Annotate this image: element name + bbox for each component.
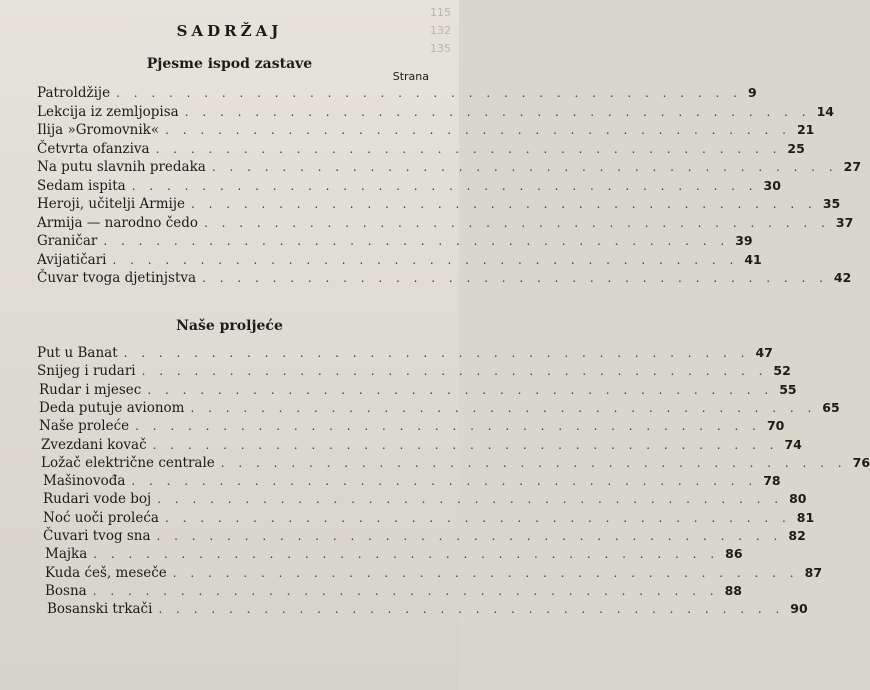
toc-entry-page: 42 xyxy=(833,270,852,285)
toc-entry-title: Naše proleće xyxy=(39,418,130,435)
dot-leader: . . . . . . . . . . . . . . . . . . . . . . . . . . . . . . . . . . . . xyxy=(172,565,799,580)
dot-leader: . . . . . . . . . . . . . . . . . . . . . . . . . . . . . . . . . . . . xyxy=(164,510,791,525)
toc-entry xyxy=(41,436,802,455)
toc-entry-title: Mašinovođa xyxy=(43,473,126,490)
dot-leader: . . . . . . . . . . . . . . . . . . . . . . . . . . . . . . . . . . . . xyxy=(147,382,774,397)
toc-entry-page: 9 xyxy=(747,85,757,100)
toc-entry-page: 25 xyxy=(787,140,805,156)
toc-entry xyxy=(37,270,852,288)
toc-entry xyxy=(39,418,785,436)
toc-entry xyxy=(39,381,797,400)
toc-entry xyxy=(41,454,870,473)
toc-entry xyxy=(37,233,753,251)
toc-entry xyxy=(37,140,805,159)
toc-entry-title: Snijeg i rudari xyxy=(37,363,136,380)
dot-leader: . . . . . . . . . . . . . . . . . . . . . . . . . . . . . . . . . . . . xyxy=(141,364,768,379)
toc-entry-page: 39 xyxy=(735,233,753,248)
toc-entry-title: Bosna xyxy=(45,582,87,599)
toc-entry-title: Put u Banat xyxy=(37,345,118,361)
toc-entry-page: 52 xyxy=(773,363,791,379)
toc-entry xyxy=(37,345,773,363)
dot-leader: . . . . . . . . . . . . . . . . . . . . . . . . . . . . . . . . . . . . xyxy=(112,252,739,267)
toc-entry xyxy=(37,122,815,140)
toc-entry-page: 70 xyxy=(766,418,785,434)
dot-leader: . . . . . . . . . . . . . . . . . . . . . . . . . . . . . . . . . . . . xyxy=(191,197,817,211)
dot-leader: . . . . . . . . . . . . . . . . . . . . . . . . . . . . . . . . . . . . xyxy=(135,419,761,434)
toc-entry xyxy=(39,399,840,418)
toc-entry-page: 27 xyxy=(843,159,862,174)
toc-entry-page: 21 xyxy=(796,122,815,137)
toc-entry xyxy=(37,103,834,122)
toc-entry-title: Ilija »Gromovnik« xyxy=(37,122,160,138)
toc-entry-title: Bosanski trkači xyxy=(47,601,153,618)
toc-entry-title: Graničar xyxy=(37,233,98,249)
toc-entry xyxy=(43,528,806,546)
toc-entry-title: Čuvar tvoga djetinjstva xyxy=(37,270,197,286)
section-title: Pjesme ispod zastave xyxy=(146,56,313,72)
dot-leader: . . . . . . . . . . . . . . . . . . . . . . . . . . . . . . . . . . . . xyxy=(202,271,828,285)
toc-entry-page: 74 xyxy=(784,436,802,452)
toc-entry-title: Noć uoči proleća xyxy=(43,509,159,526)
dot-leader: . . . . . . . . . . . . . . . . . . . . . . . . . . . . . . . . . . . . xyxy=(190,400,817,415)
toc-entry-title: Patroldžije xyxy=(37,85,111,101)
dot-leader: . . . . . . . . . . . . . . . . . . . . . . . . . . . . . . . . . . . . xyxy=(131,474,758,489)
bleed-through-number: 135 xyxy=(430,42,451,55)
toc-entry-page: 65 xyxy=(822,399,840,415)
toc-entry-title: Rudari vode boj xyxy=(43,491,152,508)
dot-leader: . . . . . . . . . . . . . . . . . . . . . . . . . . . . . . . . . . . . xyxy=(165,123,791,137)
toc-entry xyxy=(43,509,815,528)
toc-entry-title: Rudar i mjesec xyxy=(39,381,142,398)
toc-entry-title: Sedam ispita xyxy=(37,177,126,194)
dot-leader: . . . . . . . . . . . . . . . . . . . . . . . . . . . . . . . . . . . . xyxy=(103,234,730,248)
toc-entry-page: 47 xyxy=(755,345,773,360)
toc-entry xyxy=(37,159,862,177)
toc-entry-title: Armija — narodno čedo xyxy=(37,214,199,231)
toc-entry-title: Na putu slavnih predaka xyxy=(37,159,206,175)
toc-entry-page: 80 xyxy=(789,491,807,507)
toc-entry xyxy=(37,85,757,103)
dot-leader: . . . . . . . . . . . . . . . . . . . . . . . . . . . . . . . . . . . . xyxy=(156,529,783,543)
toc-entry-title: Zvezdani kovač xyxy=(41,436,147,453)
dot-leader: . . . . . . . . . . . . . . . . . . . . . . . . . . . . . . . . . . . . xyxy=(92,583,719,598)
toc-entry xyxy=(37,251,762,270)
dot-leader: . . . . . . . . . . . . . . . . . . . . . . . . . . . . . . . . . . . . xyxy=(157,492,784,507)
toc-entry-page: 78 xyxy=(763,473,781,489)
dot-leader: . . . . . . . . . . . . . . . . . . . . . . . . . . . . . . . . . . . . xyxy=(220,455,847,470)
toc-entry-title: Deda putuje avionom xyxy=(39,399,185,416)
dot-leader: . . . . . . . . . . . . . . . . . . . . . . . . . . . . . . . . . . . . xyxy=(131,178,758,193)
toc-entry-page: 82 xyxy=(788,528,806,543)
toc-entry-page: 88 xyxy=(724,582,742,598)
toc-entry xyxy=(43,491,807,509)
toc-entry-page: 37 xyxy=(835,214,854,230)
toc-entry-page: 35 xyxy=(822,196,841,211)
toc-entry xyxy=(37,196,841,214)
dot-leader: . . . . . . . . . . . . . . . . . . . . . . . . . . . . . . . . . . . . xyxy=(116,86,742,100)
toc-entry-page: 86 xyxy=(725,546,743,562)
toc-entry-page: 87 xyxy=(804,564,823,580)
dot-leader: . . . . . . . . . . . . . . . . . . . . . . . . . . . . . . . . . . . . xyxy=(152,437,779,452)
toc-entry xyxy=(47,601,808,619)
toc-entry-title: Lekcija iz zemljopisa xyxy=(37,103,179,120)
page-column-header: Strana xyxy=(392,70,429,83)
toc-entry-page: 14 xyxy=(816,103,834,119)
dot-leader: . . . . . . . . . . . . . . . . . . . . . . . . . . . . . . . . . . . . xyxy=(155,141,782,156)
toc-entry xyxy=(37,214,854,233)
toc-entry xyxy=(37,177,781,196)
toc-entry-title: Heroji, učitelji Armije xyxy=(37,196,186,212)
dot-leader: . . . . . . . . . . . . . . . . . . . . . . . . . . . . . . . . . . . . xyxy=(123,346,750,360)
toc-entry xyxy=(37,363,791,381)
toc-entry xyxy=(45,564,823,583)
toc-entry-page: 90 xyxy=(790,601,808,617)
dot-leader: . . . . . . . . . . . . . . . . . . . . . . . . . . . . . . . . . . . . xyxy=(158,602,785,617)
toc-entry-title: Kuda ćeš, meseče xyxy=(45,564,167,581)
toc-entry-page: 30 xyxy=(763,177,781,193)
toc-entry xyxy=(43,473,781,491)
toc-entry-title: Avijatičari xyxy=(37,251,107,268)
toc-entry-title: Četvrta ofanziva xyxy=(37,140,150,157)
toc-entry-title: Čuvari tvog sna xyxy=(43,528,151,544)
toc-entry xyxy=(45,546,743,564)
dot-leader: . . . . . . . . . . . . . . . . . . . . . . . . . . . . . . . . . . . . xyxy=(204,215,830,230)
dot-leader: . . . . . . . . . . . . . . . . . . . . . . . . . . . . . . . . . . . . xyxy=(93,547,720,562)
toc-entry xyxy=(45,582,742,601)
dot-leader: . . . . . . . . . . . . . . . . . . . . . . . . . . . . . . . . . . . . xyxy=(184,104,811,119)
toc-entry-title: Ložač električne centrale xyxy=(41,454,215,471)
bleed-through-number: 115 xyxy=(430,6,451,19)
toc-entry-page: 81 xyxy=(796,509,815,525)
toc-entry-page: 76 xyxy=(852,454,870,470)
section-title: Naše proljeće xyxy=(176,318,283,334)
dot-leader: . . . . . . . . . . . . . . . . . . . . . . . . . . . . . . . . . . . . xyxy=(211,160,838,174)
page-title: SADRŽAJ xyxy=(176,22,283,40)
toc-entry-title: Majka xyxy=(45,546,88,563)
bleed-through-number: 132 xyxy=(430,24,451,37)
toc-entry-page: 55 xyxy=(779,381,797,397)
toc-entry-page: 41 xyxy=(744,251,762,267)
